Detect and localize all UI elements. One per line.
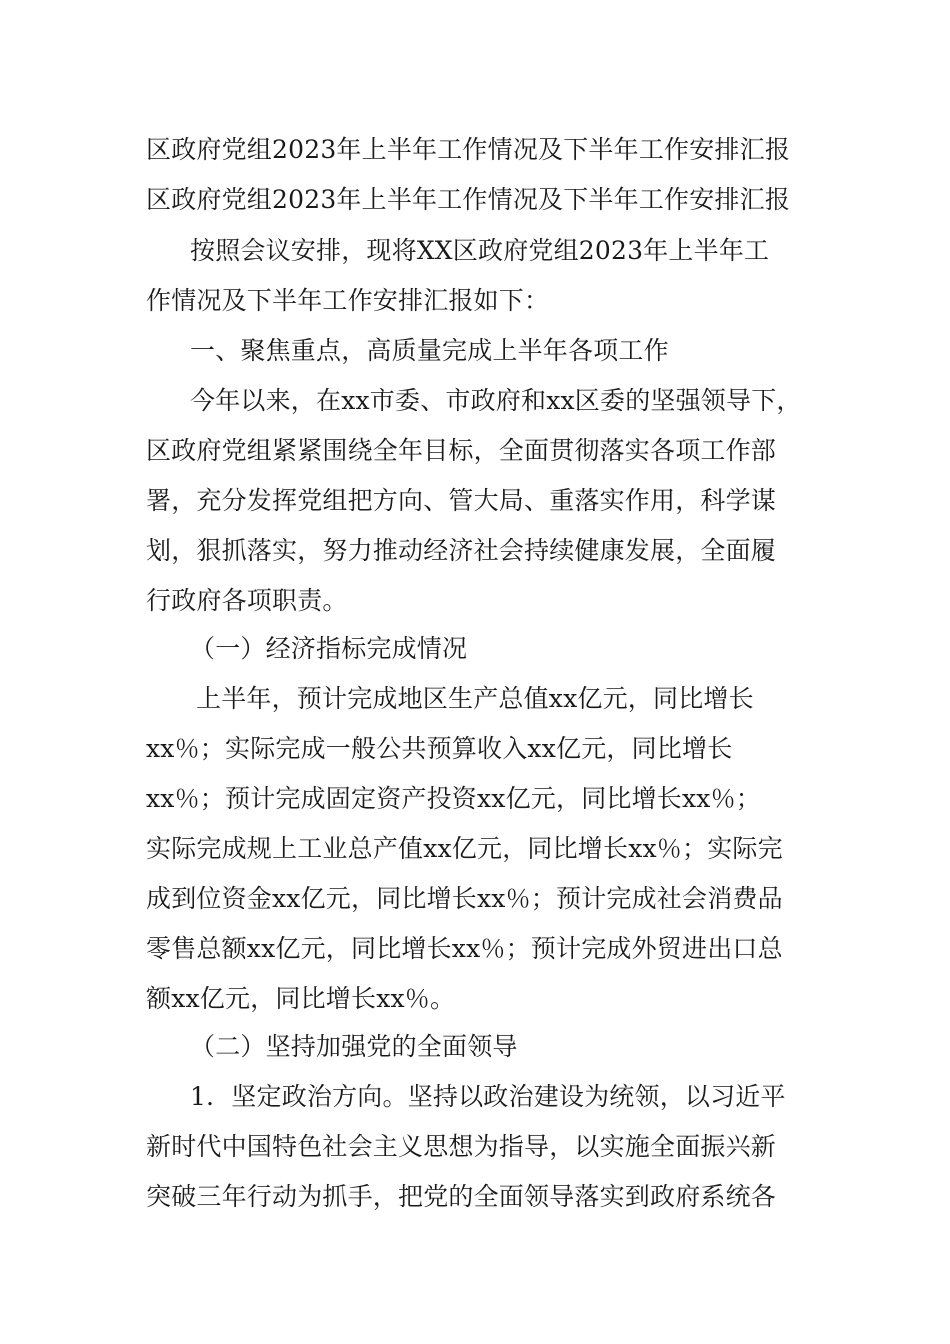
- paragraph-line: xx％；实际完成一般公共预算收入xx亿元，同比增长: [146, 734, 733, 763]
- paragraph-line: 1．坚定政治方向。坚持以政治建设为统领，以习近平: [190, 1082, 786, 1111]
- paragraph-line: 成到位资金xx亿元，同比增长xx％；预计完成社会消费品: [146, 884, 783, 913]
- document-title-repeat: 区政府党组2023年上半年工作情况及下半年工作安排汇报: [146, 185, 791, 214]
- paragraph-line: 署，充分发挥党组把方向、管大局、重落实作用，科学谋: [146, 486, 777, 515]
- paragraph-line: 区政府党组紧紧围绕全年目标，全面贯彻落实各项工作部: [146, 436, 777, 465]
- paragraph-line: 零售总额xx亿元，同比增长xx％；预计完成外贸进出口总: [146, 934, 783, 963]
- intro-line: 按照会议安排，现将XX区政府党组2023年上半年工: [190, 236, 770, 265]
- paragraph-line: 今年以来，在xx市委、市政府和xx区委的坚强领导下，: [190, 386, 802, 415]
- paragraph-line: 突破三年行动为抓手，把党的全面领导落实到政府系统各: [146, 1182, 777, 1211]
- paragraph-line: 额xx亿元，同比增长xx％。: [146, 984, 456, 1013]
- paragraph-line: 实际完成规上工业总产值xx亿元，同比增长xx％；实际完: [146, 834, 783, 863]
- paragraph-line: xx％；预计完成固定资产投资xx亿元，同比增长xx％；: [146, 784, 761, 813]
- subsection-heading: （一）经济指标完成情况: [190, 634, 468, 663]
- paragraph-line: 上半年，预计完成地区生产总值xx亿元，同比增长: [196, 684, 754, 713]
- paragraph-line: 行政府各项职责。: [146, 586, 348, 615]
- intro-line: 作情况及下半年工作安排汇报如下：: [146, 286, 550, 315]
- subsection-heading: （二）坚持加强党的全面领导: [190, 1032, 518, 1061]
- section-heading: 一、聚焦重点，高质量完成上半年各项工作: [190, 336, 669, 365]
- document-title: 区政府党组2023年上半年工作情况及下半年工作安排汇报: [146, 135, 791, 164]
- paragraph-line: 新时代中国特色社会主义思想为指导，以实施全面振兴新: [146, 1132, 777, 1161]
- paragraph-line: 划，狠抓落实，努力推动经济社会持续健康发展，全面履: [146, 536, 777, 565]
